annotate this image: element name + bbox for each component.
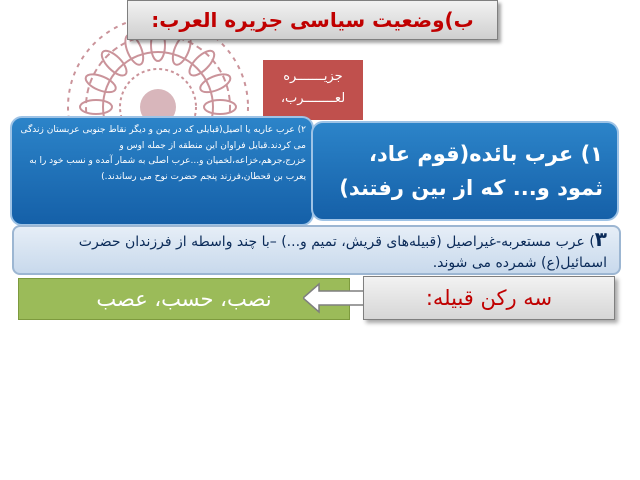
jazira-label-line1: جزیـــــــره — [283, 69, 343, 84]
tribe-pillars-box — [18, 278, 350, 320]
arab-ariba-text: ۲) عرب عاربه یا اصیل(قبایلی که در یمن و دیگر نقاط جنوبی عربستان زندگی می کردند.قبایل فراوان این منطقه از جمله اوس و خزرج،جرهم،خزاعه،لخمیان و...عرب اصلی به شمار آمده و نسب خود را به یعرب بن قحطان،فرزند پنجم حضرت نوح می رساندند.) — [20, 125, 306, 182]
arab-baeda-text: ۱) عرب بائده(قوم عاد، ثمود و... که از بین رفتند) — [339, 142, 603, 200]
arab-baeda-panel — [311, 121, 619, 221]
arab-mostaraba-bar — [12, 225, 621, 275]
ornament-petal — [80, 100, 112, 114]
tribe-pillars-text: نصب، حسب، عصب — [96, 287, 272, 311]
mostaraba-text: ) عرب مستعربه-غیراصیل (قبیله‌های قریش، تمیم و...) –با چند واسطه از فرزندان حضرت اسمائیل(ع) شمرده می شوند. — [78, 234, 607, 271]
ornament-petal — [204, 100, 236, 114]
jazira-label-box — [263, 60, 363, 120]
jazira-label-line2: لعــــــــرب، — [280, 91, 346, 106]
tribe-rukn-box — [363, 276, 615, 320]
page-title: ب)وضعیت سیاسی جزیره العرب: — [127, 0, 498, 40]
mostaraba-number: ۳ — [594, 227, 607, 251]
arab-ariba-panel — [10, 116, 314, 226]
tribe-rukn-text: سه رکن قبیله: — [425, 286, 553, 310]
